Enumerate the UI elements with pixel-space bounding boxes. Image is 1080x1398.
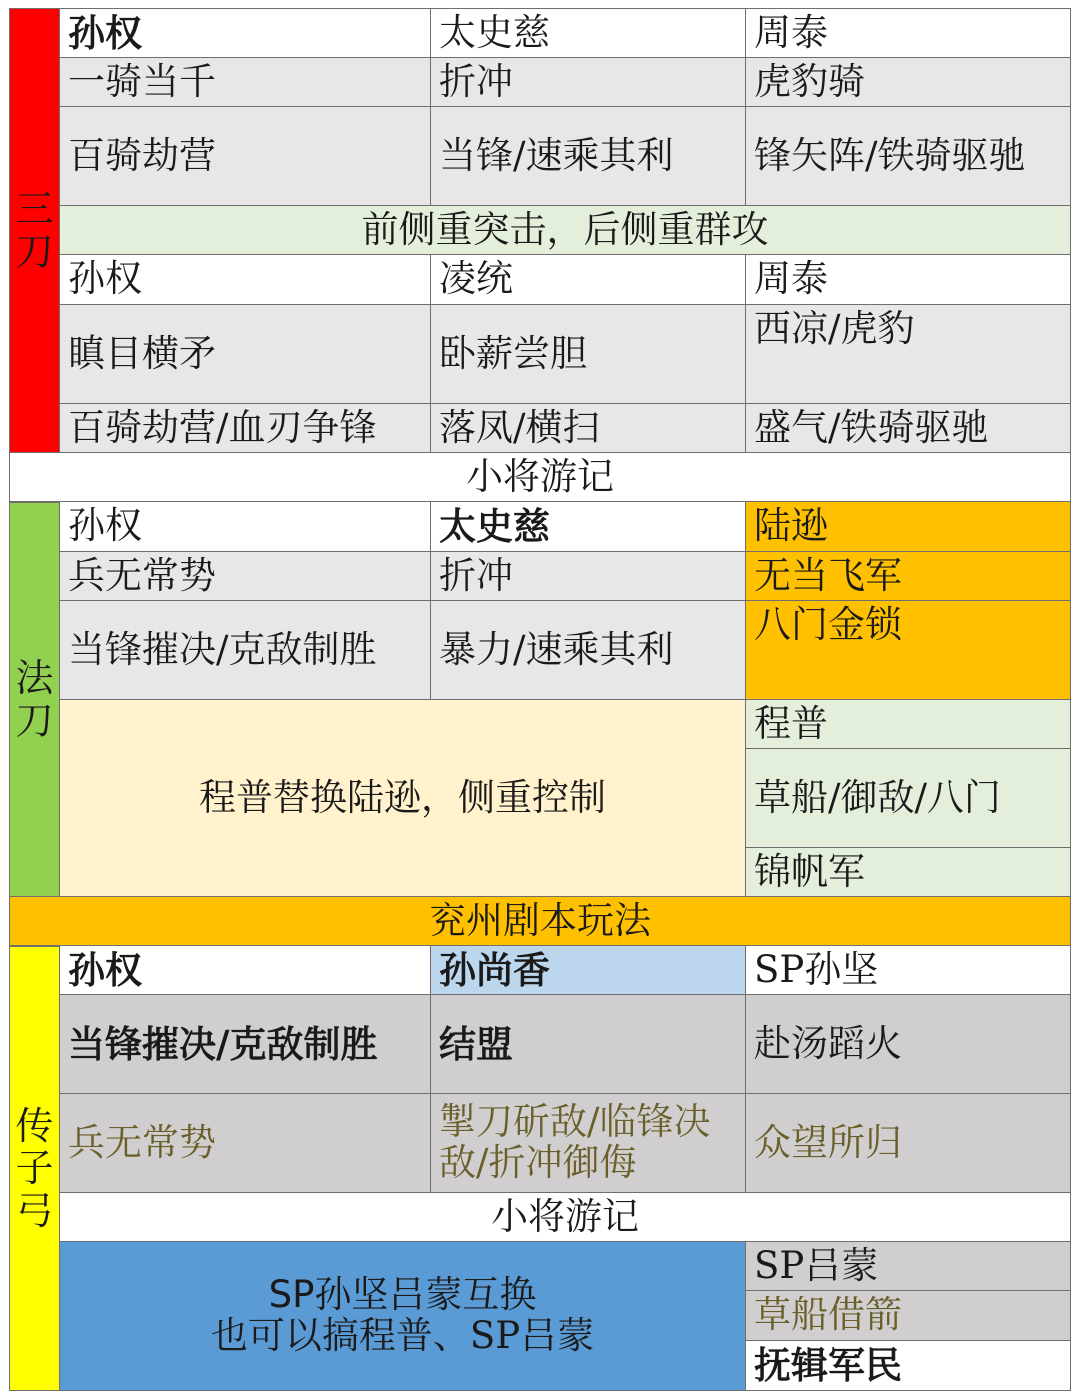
skill-cell: 草船/御敌/八门: [746, 749, 1071, 848]
skill-cell: 当锋/速乘其利: [431, 107, 746, 206]
note-line: SP孙坚吕蒙互换: [268, 1273, 537, 1317]
hero-cell: SP孙坚: [746, 946, 1071, 995]
section-label-char: 子: [15, 1146, 54, 1191]
hero-cell: 陆逊: [746, 502, 1071, 552]
hero-cell: 孙权: [60, 502, 431, 552]
skill-cell: 落凤/横扫: [431, 404, 746, 453]
section-label-char: 刀: [15, 229, 54, 274]
skill-cell: 一骑当千: [60, 58, 431, 107]
skill-cell: 百骑劫营: [60, 107, 431, 206]
skill-cell: 虎豹骑: [746, 58, 1071, 107]
section-label-chuanzigong: [9, 946, 60, 1391]
skill-cell: 折冲: [431, 58, 746, 107]
skill-cell: 当锋摧决/克敌制胜: [60, 995, 431, 1094]
skill-cell: 兵无常势: [60, 1094, 431, 1193]
skill-cell: 锋矢阵/铁骑驱驰: [746, 107, 1071, 206]
skill-cell: 盛气/铁骑驱驰: [746, 404, 1071, 453]
hero-cell: 孙权: [60, 255, 431, 305]
hero-cell: 太史慈: [431, 8, 746, 58]
hero-cell: 凌统: [431, 255, 746, 305]
skill-cell: 无当飞军: [746, 552, 1071, 601]
skill-cell: 掣刀斫敌/临锋决敌/折冲御侮: [431, 1094, 746, 1193]
hero-cell: SP吕蒙: [746, 1242, 1071, 1291]
note-cell: 前侧重突击，后侧重群攻: [60, 206, 1071, 255]
divider-row: 兖州剧本玩法: [9, 897, 1071, 946]
skill-cell: 草船借箭: [746, 1291, 1071, 1341]
divider-row: 小将游记: [9, 453, 1071, 502]
skill-cell: 八门金锁: [746, 601, 1071, 700]
section-label-char: 刀: [15, 698, 54, 743]
skill-cell: 赴汤蹈火: [746, 995, 1071, 1094]
skill-cell: 兵无常势: [60, 552, 431, 601]
skill-cell: 结盟: [431, 995, 746, 1094]
hero-cell: 太史慈: [431, 502, 746, 552]
hero-cell: 孙尚香: [431, 946, 746, 995]
divider-row: 小将游记: [60, 1193, 1071, 1242]
hero-cell: 孙权: [60, 8, 431, 58]
skill-cell: 百骑劫营/血刃争锋: [60, 404, 431, 453]
hero-cell: 程普: [746, 700, 1071, 749]
skill-cell: 锦帆军: [746, 848, 1071, 897]
section-label-sandao: [9, 8, 60, 453]
section-label-char: 三: [15, 186, 54, 231]
note-cell: 程普替换陆逊，侧重控制: [60, 700, 746, 897]
section-label-char: 法: [15, 655, 54, 700]
skill-cell: 当锋摧决/克敌制胜: [60, 601, 431, 700]
skill-cell: 瞋目横矛: [60, 305, 431, 404]
hero-cell: 周泰: [746, 255, 1071, 305]
section-label-char: 弓: [15, 1188, 54, 1233]
skill-cell: 折冲: [431, 552, 746, 601]
section-label-fadao: [9, 502, 60, 897]
note-line: 也可以搞程普、SP吕蒙: [210, 1314, 595, 1357]
section-label-char: 传: [15, 1103, 54, 1148]
skill-cell: 暴力/速乘其利: [431, 601, 746, 700]
skill-cell: 西凉/虎豹: [746, 305, 1071, 404]
skill-cell: 众望所归: [746, 1094, 1071, 1193]
skill-cell: 抚辑军民: [746, 1341, 1071, 1391]
note-cell: [60, 1242, 746, 1391]
hero-cell: 周泰: [746, 8, 1071, 58]
hero-cell: 孙权: [60, 946, 431, 995]
skill-cell: 卧薪尝胆: [431, 305, 746, 404]
